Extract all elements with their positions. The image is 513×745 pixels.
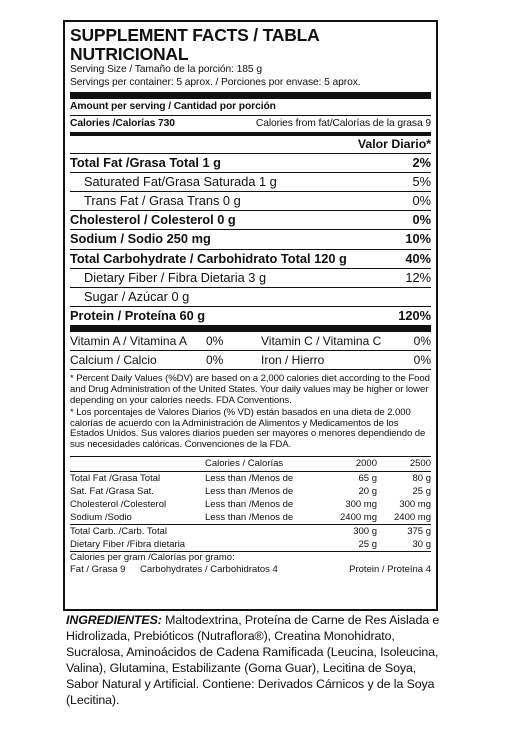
ingredients-label: INGREDIENTES: (66, 613, 162, 627)
reference-cell-v2000: 2400 mg (322, 511, 377, 525)
nutrient-name: Dietary Fiber / Fibra Dietaria 3 g (84, 269, 267, 285)
vitamin-name: Iron / Hierro (261, 353, 325, 368)
reference-cell-v2500: 80 g (412, 473, 431, 485)
calories-per-gram-fat: Fat / Grasa 9 (70, 563, 126, 575)
nutrient-name: Saturated Fat/Grasa Saturada 1 g (84, 173, 277, 189)
nutrient-daily-value: 5% (412, 173, 431, 189)
vitamin-row (70, 332, 431, 350)
reference-row (70, 498, 431, 511)
vitamin-name: Vitamin A / Vitamina A (70, 334, 187, 349)
nutrient-row (70, 306, 431, 325)
nutrient-name: Total Carbohydrate / Carbohidrato Total 120 g (70, 250, 347, 266)
reference-row (70, 485, 431, 498)
reference-header-row (70, 457, 431, 472)
reference-cell-limit (205, 538, 322, 552)
reference-cell-name: Total Fat /Grasa Total (70, 473, 161, 485)
nutrient-row (70, 154, 431, 172)
servings-per-container: Servings per container: 5 aprox. / Porciones por envase: 5 aprox. (70, 76, 361, 88)
reference-cell-v2000: 300 g (353, 526, 377, 538)
reference-row (70, 472, 431, 486)
nutrient-row (70, 210, 431, 229)
nutrient-daily-value: 120% (398, 308, 431, 324)
calories-per-gram-row (70, 564, 431, 576)
reference-row (70, 538, 431, 552)
reference-cell-v2500: 375 g (407, 526, 431, 538)
nutrient-name: Total Fat /Grasa Total 1 g (70, 154, 221, 170)
column-2000: 2000 (322, 457, 377, 472)
reference-row (70, 525, 431, 539)
reference-cell-v2500: 300 mg (399, 499, 431, 511)
nutrient-name: Sugar / Azúcar 0 g (84, 288, 190, 304)
reference-cell-name: Sodium /Sodio (70, 511, 205, 525)
column-2500: 2500 (377, 457, 431, 472)
nutrient-name: Protein / Proteína 60 g (70, 308, 206, 324)
nutrient-daily-value: 12% (405, 269, 431, 285)
calories-row (70, 116, 431, 132)
vitamin-value: 0% (206, 353, 224, 368)
nutrient-row (70, 287, 431, 306)
nutrient-daily-value: 0% (412, 212, 431, 228)
reference-cell-v2000: 20 g (358, 486, 377, 498)
nutrient-name: Sodium / Sodio 250 mg (70, 231, 211, 247)
calories-per-gram-header: Calories per gram /Calorías por gramo: (70, 552, 235, 564)
reference-cell-limit (205, 525, 322, 539)
amount-per-serving: Amount per serving / Cantidad por porción (70, 101, 276, 112)
reference-cell-v2000: 25 g (322, 538, 377, 552)
reference-cell-name: Dietary Fiber /Fibra dietaria (70, 538, 205, 552)
panel-title: SUPPLEMENT FACTS / TABLA NUTRICIONAL (70, 25, 319, 64)
footnote-spanish: * Los porcentajes de Valores Diarios (% VD) están basados en una dieta de 2.000 calorías de acuerdo con la Administración de Alimentos y Medicamentos de los Estados Unidos. Sus valores diarios pueden ser mayores o menores dependiendo de sus necesidades calóricas. Convenciones de la FDA. (70, 407, 426, 450)
ingredients-block (66, 612, 446, 708)
divider-thick (70, 325, 431, 332)
reference-cell-name: Cholesterol /Colesterol (70, 499, 167, 511)
vitamin-row (70, 350, 431, 369)
reference-cell-limit: Less than /Menos de (205, 511, 322, 525)
nutrient-row (70, 172, 431, 191)
footnotes (70, 370, 431, 456)
serving-size: Serving Size / Tamaño de la porción: 185 g (70, 64, 262, 75)
nutrient-row (70, 191, 431, 210)
footnote-english: * Percent Daily Values (%DV) are based on a 2,000 calories diet according to the Food and Drug Administration of the United States. Your daily values may be higher or lower depending on your calories needs. FDA Conventions. (70, 373, 430, 406)
calories-from-fat: Calories from fat/Calorías de la grasa 9 (255, 117, 431, 129)
vitamin-value: 0% (413, 334, 431, 349)
reference-cell-v2500: 30 g (377, 538, 431, 552)
supplement-facts-panel (63, 20, 438, 611)
divider-thick (70, 92, 431, 99)
daily-values-reference-table (70, 457, 431, 552)
nutrient-name: Trans Fat / Grasa Trans 0 g (84, 192, 241, 208)
reference-row (70, 511, 431, 525)
nutrient-daily-value: 2% (412, 154, 431, 170)
dv-header: Valor Diario* (357, 136, 431, 151)
calories-per-gram-carbs: Carbohydrates / Carbohidratos 4 (140, 563, 278, 575)
calories-label: Calories /Calorías 730 (70, 117, 175, 129)
reference-cell-limit: Less than /Menos de (205, 486, 294, 498)
vitamin-value: 0% (206, 334, 224, 349)
nutrient-name: Cholesterol / Colesterol 0 g (70, 212, 236, 228)
reference-cell-v2000: 300 mg (345, 499, 377, 511)
reference-cell-v2000: 65 g (358, 473, 377, 485)
nutrient-daily-value: 0% (412, 192, 431, 208)
nutrient-row (70, 249, 431, 268)
nutrient-list (70, 154, 431, 326)
vitamin-list (70, 332, 431, 369)
reference-cell-v2500: 2400 mg (377, 511, 431, 525)
ingredients-text: Maltodextrina, Proteína de Carne de Res Aislada e Hidrolizada, Prebióticos (Nutraflora®), Creatina Monohidrato, Sucralosa, Aminoácidos de Cadena Ramificada (Leucina, Isoleucina, Valina), Glutamina, Estabilizante (Goma Guar), Lecitina de Soya, Sabor Natural y Artificial. Contiene: Derivados Cárnicos y de la Soya (Lecitina). (66, 613, 440, 707)
calories-per-gram-protein: Protein / Proteína 4 (349, 563, 431, 575)
nutrient-daily-value: 40% (405, 250, 431, 266)
reference-cell-name: Total Carb. /Carb. Total (70, 526, 167, 538)
nutrient-row (70, 229, 431, 248)
nutrient-row (70, 268, 431, 287)
vitamin-name: Vitamin C / Vitamina C (261, 334, 382, 349)
vitamin-name: Calcium / Calcio (70, 353, 157, 368)
dv-header-row (70, 136, 431, 153)
reference-cell-v2500: 25 g (412, 486, 431, 498)
reference-cell-name: Sat. Fat /Grasa Sat. (70, 486, 154, 498)
nutrient-daily-value: 10% (405, 231, 431, 247)
vitamin-value: 0% (413, 353, 431, 368)
reference-cell-limit: Less than /Menos de (205, 473, 294, 485)
reference-cell-limit: Less than /Menos de (205, 499, 294, 511)
calories-column-header: Calories / Calorías (205, 457, 322, 472)
